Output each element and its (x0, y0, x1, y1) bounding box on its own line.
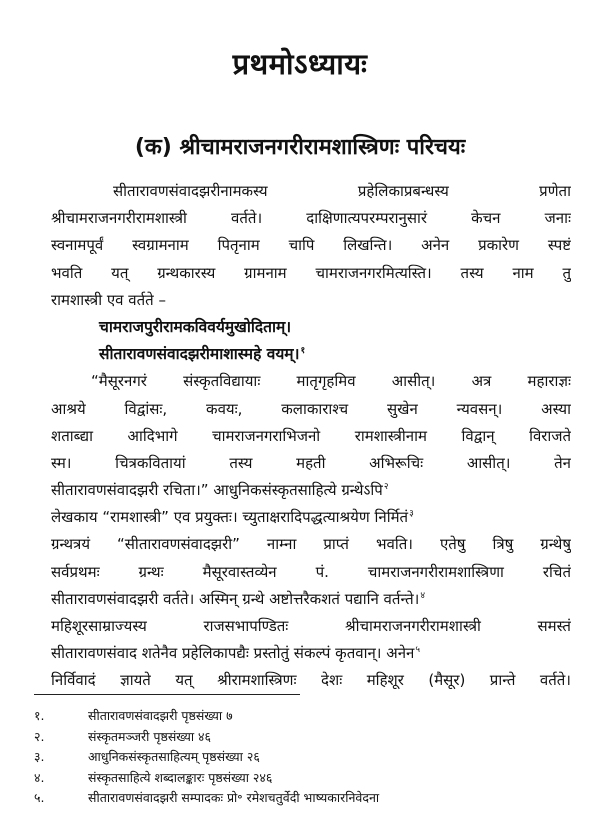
footnote-text: संस्कृतसाहित्ये शब्दालङ्कारः पृष्ठसंख्या २४६ (88, 769, 273, 785)
footnotes (34, 706, 574, 809)
body-line: सीतारावणसंवादझरीनामकस्य प्रहेलिकाप्रबन्धस्य प्रणेता (113, 182, 571, 200)
verse-text: चामराजपुरीरामकविवर्यमुखोदिताम्। (99, 317, 292, 336)
section-title: (क) श्रीचामराजनगरीरामशास्त्रिणः परिचयः (134, 135, 466, 160)
body-line (51, 504, 571, 531)
footnote-text: सीतारावणसंवादझरी पृष्ठसंख्या ७ (88, 708, 233, 723)
footnote (34, 706, 574, 727)
footnote-number: ४. (34, 769, 45, 785)
verse-text: सीतारावणसंवादझरीमाशास्महे वयम्। (99, 345, 300, 364)
footnote-divider (34, 694, 300, 695)
body-line: स्वनामपूर्वं स्वग्रामनाम पितृनाम चापि लिखन्ति। अनेन प्रकारेण स्पष्टं (51, 236, 571, 255)
body-line-text: सीतारावणसंवादझरी रचिता।” आधुनिकसंस्कृतसाहित्ये ग्रन्थेऽपि (51, 481, 383, 500)
body-line (51, 477, 571, 504)
footnote-number: ५. (34, 790, 45, 805)
footnote (34, 768, 574, 789)
body-line: महिशूरसाम्राज्यस्य राजसभापण्डितः श्रीचामराजनगरीरामशास्त्री समस्तं (51, 617, 571, 635)
footnote (34, 727, 574, 748)
verse-line (51, 341, 571, 368)
body-line (51, 640, 571, 667)
footnote-number: १. (34, 708, 45, 723)
body-line: स्म। चित्रकवितायां तस्य महती अभिरूचिः आसीत्। तेन (51, 453, 571, 472)
body-line: ग्रन्थत्रयं “सीतारावणसंवादझरी” नाम्ना प्राप्तं भवति। एतेषु त्रिषु ग्रन्थेषु (51, 535, 571, 554)
body-line-text: सीतारावणसंवादझरी वर्तते। अस्मिन् ग्रन्थे अष्टोत्तरैकशतं पद्यानि वर्तन्ते। (51, 589, 420, 608)
footnote-mark: १ (300, 345, 306, 356)
footnote-mark: ४ (420, 590, 425, 601)
footnote-text: सीतारावणसंवादझरी सम्पादकः प्रो॰ रमेशचतुर्वेदी भाष्यकारनिवेदना (88, 790, 380, 805)
body-line-text: लेखकाय “रामशास्त्री” एव प्रयुक्तः। च्युताक्षरादिपद्धत्याश्रयेण निर्मितं (51, 508, 409, 527)
body-line-text: सीतारावणसंवाद शतेनैव प्रहेलिकापद्यैः प्रस्तोतुं संकल्पं कृतवान्। अनेन (51, 644, 415, 663)
body-line (51, 586, 571, 613)
body-line: श्रीचामराजनगरीरामशास्त्री वर्तते। दाक्षिणात्यपरम्परानुसारं केचन जनाः (51, 209, 571, 228)
footnote-mark: २ (383, 482, 389, 493)
body-line: भवति यत् ग्रन्थकारस्य ग्रामनाम चामराजनगरमित्यस्ति। तस्य नाम तु (51, 263, 571, 282)
body-line: आश्रये विद्वांसः, कवयः, कलाकाराश्च सुखेन न्यवसन्। अस्या (51, 399, 571, 418)
body-line: निर्विवादं ज्ञायते यत् श्रीरामशास्त्रिणः देशः महिशूर (मैसूर) प्रान्ते वर्तते। (51, 671, 571, 690)
footnote-number: २. (34, 728, 45, 744)
verse-line (51, 314, 571, 341)
body-text (51, 178, 571, 695)
footnote-text: आधुनिकसंस्कृतसाहित्यम् पृष्ठसंख्या २६ (88, 749, 260, 764)
body-line: रामशास्त्री एव वर्तते – (51, 290, 166, 309)
body-line: “मैसूरनगरं संस्कृतविद्यायाः मातृगृहमिव आसीत्। अत्र महाराज्ञः (91, 372, 571, 391)
body-line: सर्वप्रथमः ग्रन्थः मैसूरवास्तव्येन पं. चामराजनगरीरामशास्त्रिणा रचितं (51, 562, 571, 581)
footnote-mark: ३ (409, 509, 414, 520)
footnote (34, 747, 574, 768)
footnote-number: ३. (34, 749, 45, 764)
footnote-text: संस्कृतमञ्जरी पृष्ठसंख्या ४६ (88, 728, 212, 744)
footnote (34, 788, 574, 809)
body-line: शताब्द्या आदिभागे चामराजनगराभिजनो रामशास्त्रीनाम विद्वान् विराजते (51, 426, 571, 445)
footnote-mark: ५ (415, 645, 421, 656)
chapter-title: प्रथमोऽध्यायः (232, 47, 368, 81)
